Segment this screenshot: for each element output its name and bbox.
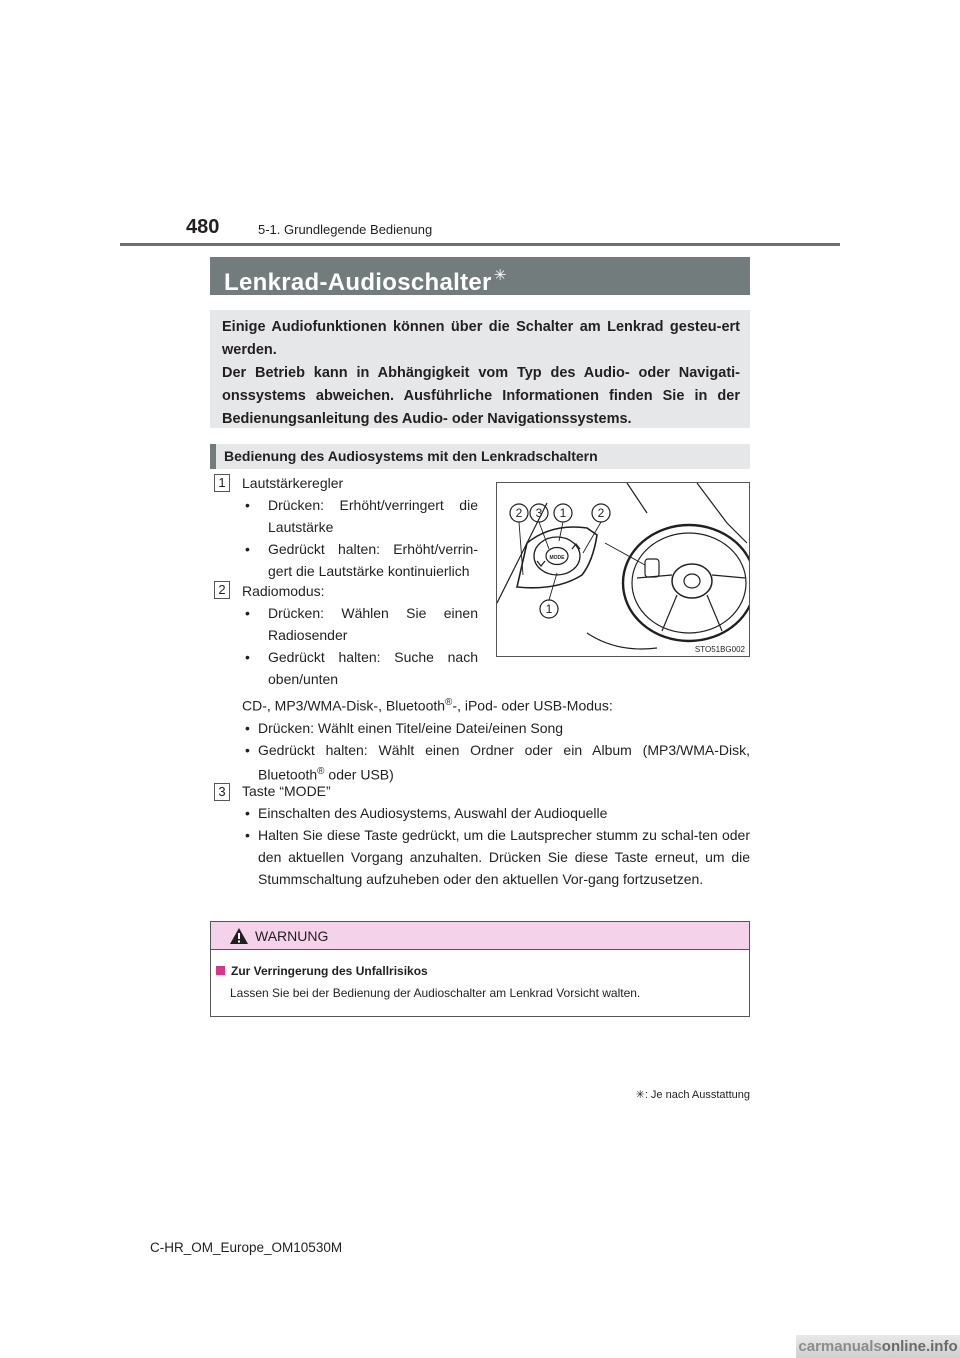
media-mode-bullet: • Drücken: Wählt einen Titel/eine Datei/einen Song	[242, 717, 750, 739]
media-mode-title: CD-, MP3/WMA-Disk-, Bluetooth®-, iPod- oder USB-Modus:	[242, 697, 613, 714]
item-1	[242, 472, 478, 582]
footnote-marker: ✳	[635, 1089, 645, 1101]
item-number-1: 1	[214, 474, 230, 492]
item-1-title: Lautstärkeregler	[242, 475, 344, 491]
item-3-bullet: • Einschalten des Audiosystems, Auswahl der Audioquelle	[242, 802, 750, 824]
item-3	[242, 780, 750, 890]
steering-wheel-figure	[496, 482, 750, 657]
page-number: 480	[186, 216, 220, 238]
warning-item-title: Zur Verringerung des Unfallrisikos	[216, 964, 428, 978]
figure-callout: 2	[515, 506, 523, 520]
mode-button-label: MODE	[549, 555, 565, 561]
footnote	[606, 1088, 750, 1101]
section-heading: 5-1. Grundlegende Bedienung	[258, 222, 433, 237]
optional-equipment-marker: ✳	[493, 267, 507, 284]
item-number-3: 3	[214, 783, 230, 801]
warning-header	[211, 922, 749, 950]
item-1-bullet: • Gedrückt halten: Erhöht/verrin-gert die Lautstärke kontinuierlich	[242, 538, 478, 582]
warning-box	[210, 921, 750, 1017]
intro-line-1: Einige Audiofunktionen können über die Schalter am Lenkrad gesteu-ert werden.	[222, 319, 740, 358]
document-id: C-HR_OM_Europe_OM10530M	[150, 1240, 343, 1255]
steering-wheel-illustration	[497, 483, 749, 656]
figure-callout: 2	[597, 506, 605, 520]
item-number-2: 2	[214, 581, 230, 599]
page-title	[210, 257, 750, 295]
footnote-text: : Je nach Ausstattung	[644, 1089, 750, 1101]
item-1-bullet: • Drücken: Erhöht/verringert die Lautstärke	[242, 494, 478, 538]
intro-panel	[210, 310, 750, 428]
warning-square-icon	[216, 966, 225, 975]
item-2-bullet: • Gedrückt halten: Suche nach oben/unten	[242, 646, 478, 690]
figure-callout: 3	[535, 506, 543, 520]
item-2-media-mode	[242, 692, 750, 785]
warning-title: WARNUNG	[255, 928, 329, 944]
item-3-title: Taste “MODE”	[242, 783, 331, 799]
warning-triangle-icon	[229, 927, 249, 945]
warning-item-text: Lassen Sie bei der Bedienung der Audioschalter am Lenkrad Vorsicht walten.	[230, 986, 641, 1000]
figure-code: STO51BG002	[694, 645, 745, 654]
media-mode-bullet: • Gedrückt halten: Wählt einen Ordner oder ein Album (MP3/WMA-Disk, Bluetooth® oder USB)	[242, 739, 750, 786]
watermark: carmanualsonline.info	[796, 1335, 960, 1358]
page-title-text: Lenkrad-Audioschalter	[224, 269, 492, 296]
subheading: Bedienung des Audiosystems mit den Lenkradschaltern	[210, 444, 750, 469]
header-rule	[120, 243, 840, 246]
figure-callout: 1	[545, 602, 553, 616]
item-2-title: Radiomodus:	[242, 583, 325, 599]
item-2	[242, 580, 478, 690]
intro-line-2: Der Betrieb kann in Abhängigkeit vom Typ des Audio- oder Navigati-onssystems abweichen. Ausführliche Informationen finden Sie in der Bedienungsanleitung des Audio- oder Navigationssystems.	[222, 365, 740, 427]
figure-callout: 1	[559, 506, 567, 520]
item-2-bullet: • Drücken: Wählen Sie einen Radiosender	[242, 602, 478, 646]
item-3-bullet: • Halten Sie diese Taste gedrückt, um die Lautsprecher stumm zu schal-ten oder den aktuellen Vorgang anzuhalten. Drücken Sie diese Taste erneut, um die Stummschaltung aufzuheben oder den aktuellen Vor-gang fortzusetzen.	[242, 824, 750, 890]
